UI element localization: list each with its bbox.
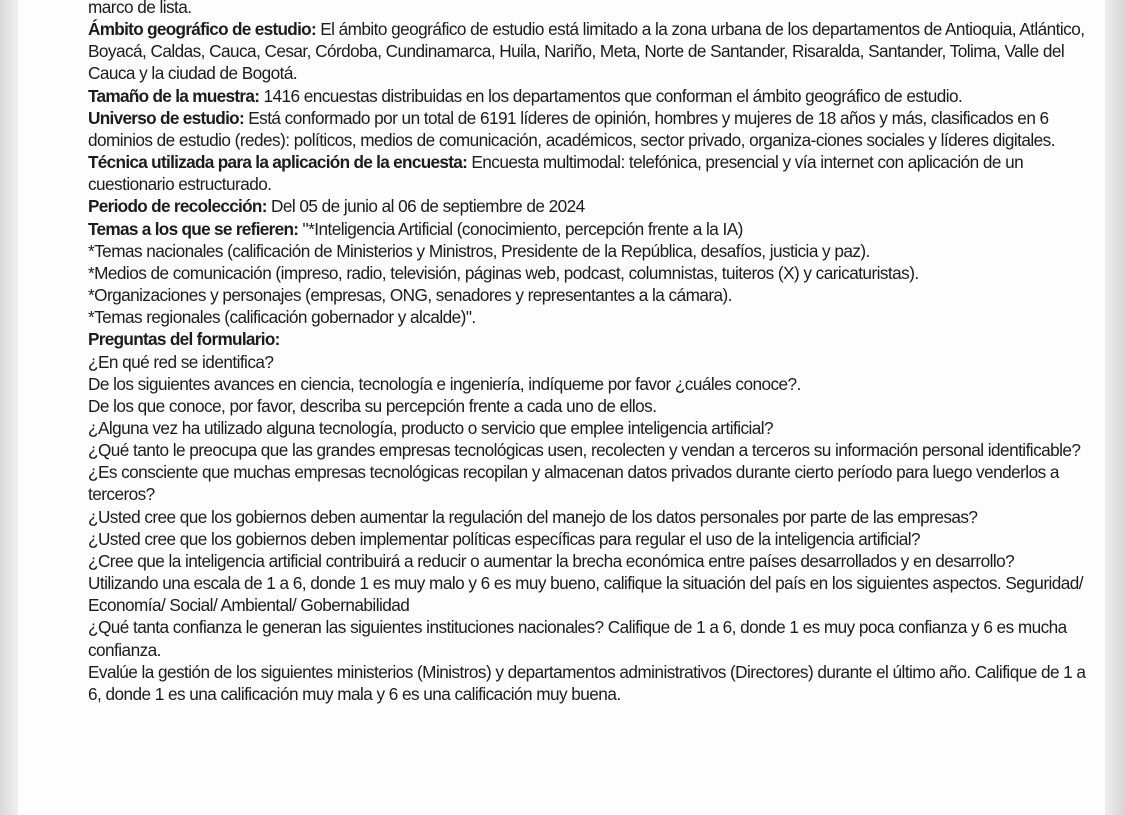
field-text: Del 05 de junio al 06 de septiembre de 2024 (270, 196, 585, 217)
topic-item: *Medios de comunicación (impreso, radio, televisión, páginas web, podcast, columnistas, tuiteros (X) y caricaturistas). (88, 262, 919, 283)
page-edge-right (1105, 0, 1125, 815)
field-label: Técnica utilizada para la aplicación de la encuesta: (88, 152, 468, 173)
field-periodo (88, 195, 1098, 217)
question-item: Utilizando una escala de 1 a 6, donde 1 es muy malo y 6 es muy bueno, califique la situación del país en los siguientes aspectos. Seguridad/ Economía/ Social/ Ambiental/ Gobernabilidad (88, 573, 1084, 616)
topic-item: *Temas regionales (calificación gobernador y alcalde)". (88, 307, 476, 328)
question-item: ¿Qué tanto le preocupa que las grandes empresas tecnológicas usen, recolecten y vendan a terceros su información personal identificable? (88, 440, 1081, 461)
field-label: Ámbito geográfico de estudio: (88, 19, 316, 40)
questions-heading: Preguntas del formulario: (88, 329, 280, 350)
document-page (18, 0, 1105, 815)
topic-item: *Organizaciones y personajes (empresas, ONG, senadores y representantes a la cámara). (88, 285, 732, 306)
field-label: Temas a los que se refieren: (88, 218, 299, 239)
field-ambito (88, 18, 1098, 84)
page-edge-left (0, 0, 18, 815)
question-item: ¿En qué red se identifica? (88, 351, 274, 372)
document-body (88, 0, 1098, 705)
field-label: Tamaño de la muestra: (88, 85, 260, 106)
field-label: Periodo de recolección: (88, 196, 267, 217)
question-item: ¿Usted cree que los gobiernos deben aumentar la regulación del manejo de los datos personales por parte de las empresas? (88, 506, 978, 527)
field-tamano (88, 85, 1098, 107)
question-item: ¿Qué tanta confianza le generan las siguientes instituciones nacionales? Califique de 1 a 6, donde 1 es muy poca confianza y 6 es mucha confianza. (88, 617, 1067, 660)
field-text: 1416 encuestas distribuidas en los departamentos que conforman el ámbito geográfico de estudio. (263, 85, 963, 106)
field-tecnica (88, 151, 1098, 195)
field-temas (88, 218, 1098, 240)
question-item: Evalúe la gestión de los siguientes ministerios (Ministros) y departamentos administrativos (Directores) durante el último año. Califique de 1 a 6, donde 1 es una calificación muy mala y 6 es una calificación muy buena. (88, 661, 1086, 704)
question-item: De los que conoce, por favor, describa su percepción frente a cada uno de ellos. (88, 395, 657, 416)
question-item: De los siguientes avances en ciencia, tecnología e ingeniería, indíqueme por favor ¿cuáles conoce?. (88, 373, 801, 394)
field-text: Está conformado por un total de 6191 líderes de opinión, hombres y mujeres de 18 años y más, clasificados en 6 dominios de estudio (redes): políticos, medios de comunicación, académicos, sector privado, organiza-ciones sociales y líderes digitales. (88, 107, 1055, 150)
field-text: El ámbito geográfico de estudio está limitado a la zona urbana de los departamentos de Antioquia, Atlántico, Boyacá, Caldas, Cauca, Cesar, Córdoba, Cundinamarca, Huila, Nariño, Meta, Norte de Santander, Risaralda, Santander, Tolima, Valle del Cauca y la ciudad de Bogotá. (88, 19, 1085, 84)
question-item: ¿Alguna vez ha utilizado alguna tecnología, producto o servicio que emplee inteligencia artificial? (88, 417, 774, 438)
question-item: ¿Es consciente que muchas empresas tecnológicas recopilan y almacenan datos privados durante cierto período para luego venderlos a terceros? (88, 462, 1059, 505)
field-text: "*Inteligencia Artificial (conocimiento, percepción frente a la IA) (302, 218, 743, 239)
field-label: Universo de estudio: (88, 107, 244, 128)
question-item: ¿Usted cree que los gobiernos deben implementar políticas específicas para regular el uso de la inteligencia artificial? (88, 528, 921, 549)
field-universo (88, 107, 1098, 151)
topic-item: *Temas nacionales (calificación de Ministerios y Ministros, Presidente de la República, desafíos, justicia y paz). (88, 240, 870, 261)
intro-fragment: marco de lista. (88, 0, 192, 17)
question-item: ¿Cree que la inteligencia artificial contribuirá a reducir o aumentar la brecha económica entre países desarrollados y en desarrollo? (88, 550, 1015, 571)
field-text: Encuesta multimodal: telefónica, presencial y vía internet con aplicación de un cuestionario estructurado. (88, 152, 1024, 195)
